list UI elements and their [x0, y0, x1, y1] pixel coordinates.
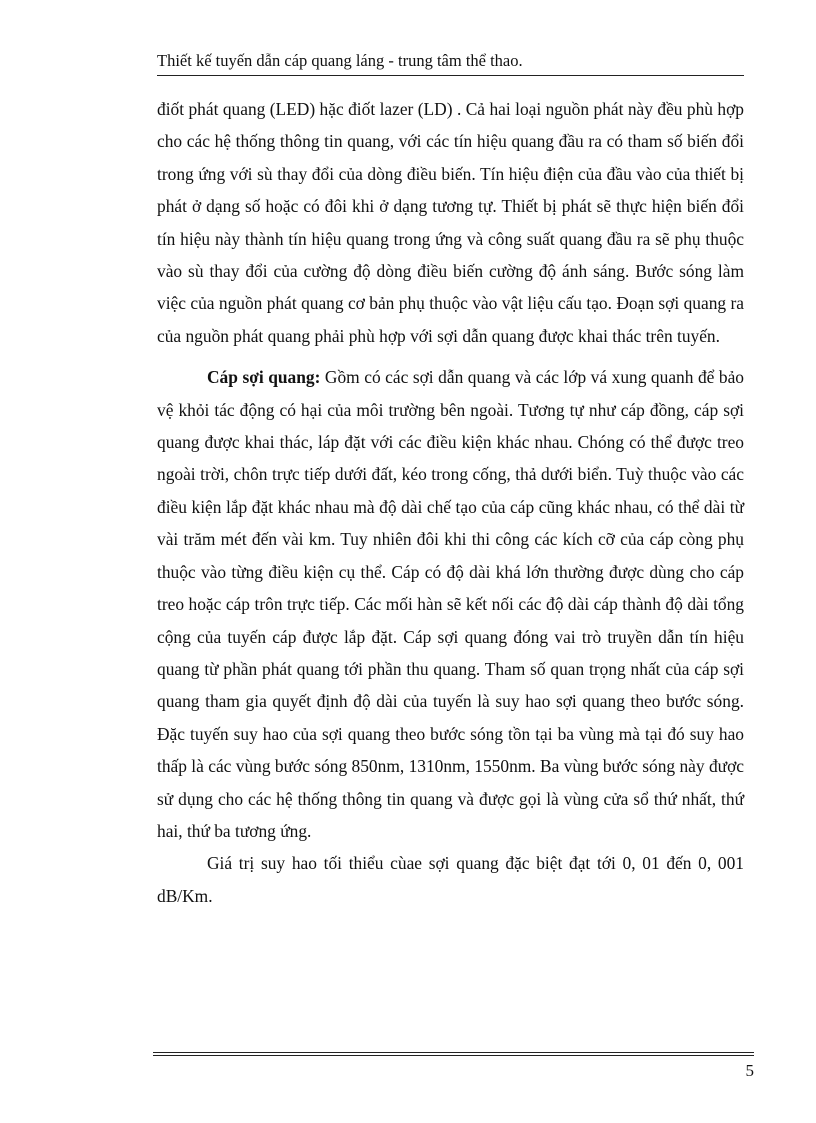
page-header — [157, 50, 744, 76]
page-number: 5 — [745, 1061, 754, 1080]
paragraph-fiber-cable-text: Gồm có các sợi dẫn quang và các lớp vá xung quanh để bảo vệ khỏi tác động có hại của môi trường bên ngoài. Tương tự như cáp đồng, cáp sợi quang được khai thác, láp đặt với các điều kiện khác nhau. Chóng có thể được treo ngoài trời, chôn trực tiếp dưới đất, kéo trong cống, thả dưới biển. Tuỳ thuộc vào các điều kiện lắp đặt khác nhau mà độ dài chế tạo của cáp cũng khác nhau, có thể dài từ vài trăm mét đến vài km. Tuy nhiên đôi khi thi công các kích cỡ của cáp còng phụ thuộc vào từng điều kiện cụ thể. Cáp có độ dài khá lớn thường được dùng cho cáp treo hoặc cáp trôn trực tiếp. Các mối hàn sẽ kết nối các độ dài cáp thành độ dài tổng cộng của tuyến cáp được lắp đặt. Cáp sợi quang đóng vai trò truyền dẫn tín hiệu quang từ phần phát quang tới phần thu quang. Tham số quan trọng nhất của cáp sợi quang tham gia quyết định độ dài của tuyến là suy hao sợi quang theo bước sóng. Đặc tuyến suy hao của sợi quang theo bước sóng tồn tại ba vùng mà tại đó suy hao thấp là các vùng bước sóng 850nm, 1310nm, 1550nm. Ba vùng bước sóng này được sử dụng cho các hệ thống thông tin quang và được gọi là vùng cửa sổ thứ nhất, thứ hai, thứ ba tương ứng. — [157, 367, 744, 841]
footer-divider — [153, 1052, 754, 1056]
paragraph-min-loss: Giá trị suy hao tối thiểu cùae sợi quang đặc biệt đạt tới 0, 01 đến 0, 001 dB/Km. — [157, 853, 744, 906]
paragraph-fiber-cable — [157, 361, 744, 847]
paragraph-led-laser: điốt phát quang (LED) hặc điốt lazer (LD) . Cả hai loại nguồn phát này đều phù hợp cho các hệ thống thông tin quang, với các tín hiệu quang đầu ra có tham số biến đổi trong ứng với sù thay đổi của dòng điều biến. Tín hiệu điện của đầu vào của thiết bị phát ở dạng số hoặc có đôi khi ở dạng tương tự. Thiết bị phát sẽ thực hiện biến đổi tín hiệu này thành tín hiệu quang trong ứng và công suất quang đầu ra sẽ phụ thuộc vào sù thay đổi của cường độ dòng điều biến cường độ ánh sáng. Bước sóng làm việc của nguồn phát quang cơ bản phụ thuộc vào vật liệu cấu tạo. Đoạn sợi quang ra của nguồn phát quang phải phù hợp với sợi dẫn quang được khai thác trên tuyến. — [157, 99, 744, 346]
term-fiber-cable: Cáp sợi quang: — [207, 367, 321, 388]
header-title: Thiết kế tuyến dẫn cáp quang láng - trung tâm thể thao. — [157, 51, 523, 70]
header-divider — [157, 75, 744, 76]
document-body — [157, 93, 744, 912]
page-footer — [153, 1052, 754, 1082]
